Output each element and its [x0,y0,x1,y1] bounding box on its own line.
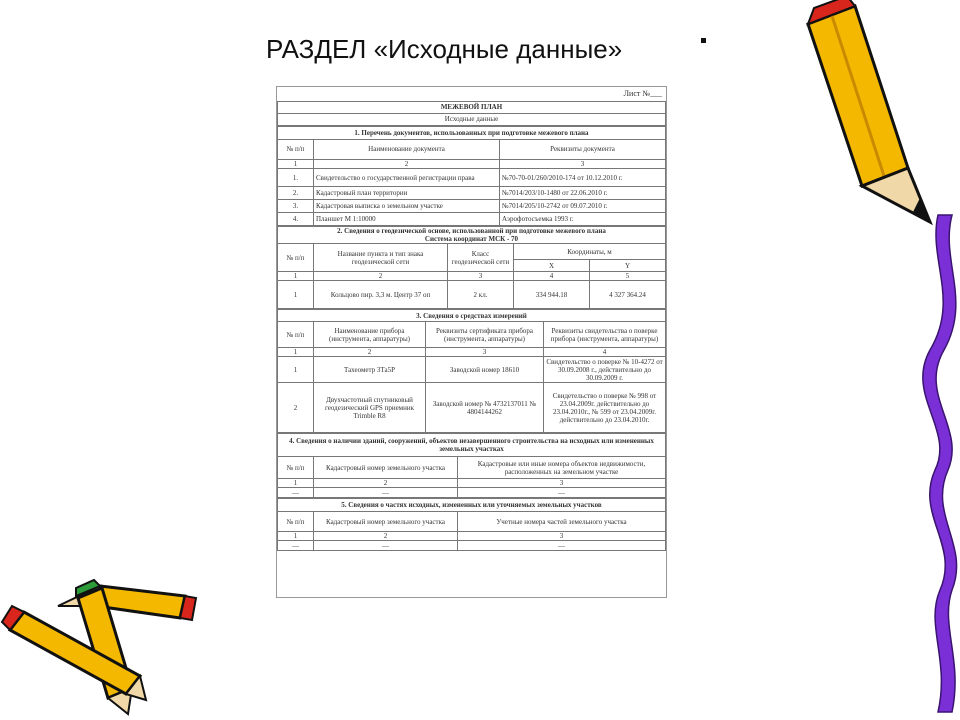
section3-title: 3. Сведения о средствах измерений [278,310,666,322]
table-header: Название пункта и тип знака геодезической сети [314,244,448,272]
column-index: 2 [314,160,500,169]
table-cell: — [314,541,458,551]
table-cell: 2 кл. [448,281,514,309]
table-cell: Заводской номер 18610 [426,357,544,383]
table-cell: Свидетельство о поверке № 10-4272 от 30.09.2008 г., действительно до 30.09.2009 г. [544,357,666,383]
table-cell: Планшет М 1:10000 [314,213,500,226]
table-cell: — [278,488,314,498]
table-cell: Тахеометр 3Та5Р [314,357,426,383]
table-header: № п/п [278,244,314,272]
section2-title-text: 2. Сведения о геодезической основе, использованной при подготовке межевого плана [337,227,606,236]
column-index: 4 [514,272,590,281]
table-cell: — [314,488,458,498]
table-cell: — [458,488,666,498]
table-header: Реквизиты свидетельства о поверке прибора (инструмента, аппаратуры) [544,322,666,348]
column-index: 5 [590,272,666,281]
table-cell: 1. [278,169,314,187]
table-header: Кадастровый номер земельного участка [314,457,458,479]
table-cell: 4 327 364.24 [590,281,666,309]
table-header: Координаты, м [514,244,666,260]
column-index: 3 [500,160,666,169]
crossed-pencils-icon [2,580,196,714]
table-header: № п/п [278,140,314,160]
table-header: № п/п [278,322,314,348]
table-header: Класс геодезической сети [448,244,514,272]
table-cell: 3. [278,200,314,213]
table-cell: 334 944.18 [514,281,590,309]
column-index: 2 [314,479,458,488]
table-cell: №7014/205/10-2742 от 09.07.2010 г. [500,200,666,213]
table-cell: Аэрофотосъемка 1993 г. [500,213,666,226]
table-header: № п/п [278,512,314,532]
section1-title: 1. Перечень документов, использованных при подготовке межевого плана [278,127,666,140]
table-cell: Кольцово пир. 3,3 м. Центр 37 оп [314,281,448,309]
table-cell: Заводской номер № 4732137011 № 4804144262 [426,383,544,433]
column-index: 2 [314,532,458,541]
table-cell: 1 [278,281,314,309]
column-index: 2 [314,272,448,281]
table-header: Реквизиты документа [500,140,666,160]
column-index: 1 [278,479,314,488]
section5-title: 5. Сведения о частях исходных, измененных или уточняемых земельных участков [278,499,666,512]
table-cell: 2. [278,187,314,200]
column-index: 3 [458,532,666,541]
table-header: Наименование документа [314,140,500,160]
table-cell: Свидетельство о поверке № 998 от 23.04.2009г. действительно до 23.04.2010г., № 599 от 23.04.2009г. действительно до 23.04.2010г. [544,383,666,433]
column-index: 1 [278,272,314,281]
table-header: Наименование прибора (инструмента, аппаратуры) [314,322,426,348]
doc-subheading: Исходные данные [278,114,666,126]
coordinate-system: Система координат МСК - 70 [424,235,519,244]
column-index: 4 [544,348,666,357]
table-cell: 1 [278,357,314,383]
table-header: № п/п [278,457,314,479]
column-index: 2 [314,348,426,357]
column-index: 1 [278,348,314,357]
section4-title: 4. Сведения о наличии зданий, сооружений, объектов незавершенного строительства на исходных или измененных земельных участках [278,434,666,457]
column-index: 1 [278,532,314,541]
table-header: Кадастровые или иные номера объектов недвижимости, расположенных на земельном участке [458,457,666,479]
table-header: Реквизиты сертификата прибора (инструмента, аппаратуры) [426,322,544,348]
table-header: Учетные номера частей земельного участка [458,512,666,532]
doc-heading: МЕЖЕВОЙ ПЛАН [278,102,666,114]
column-index: 1 [278,160,314,169]
column-index: 3 [448,272,514,281]
table-header: X [514,260,590,272]
table-cell: — [458,541,666,551]
table-cell: — [278,541,314,551]
table-cell: Двухчастотный спутниковый геодезический GPS приемник Trimble R8 [314,383,426,433]
sheet-number: Лист №___ [623,89,662,98]
table-header: Кадастровый номер земельного участка [314,512,458,532]
table-cell: №7014/203/10-1480 от 22.06.2010 г. [500,187,666,200]
pencil-icon [808,0,930,222]
column-index: 3 [458,479,666,488]
table-header: Y [590,260,666,272]
slide-title: РАЗДЕЛ «Исходные данные» [266,34,623,64]
table-cell: 4. [278,213,314,226]
table-cell: №70-70-01/260/2010-174 от 10.12.2010 г. [500,169,666,187]
table-cell: Свидетельство о государственной регистрации права [314,169,500,187]
table-cell: Кадастровая выписка о земельном участке [314,200,500,213]
table-cell: 2 [278,383,314,433]
table-cell: Кадастровый план территории [314,187,500,200]
ribbon-icon [923,215,957,712]
column-index: 3 [426,348,544,357]
